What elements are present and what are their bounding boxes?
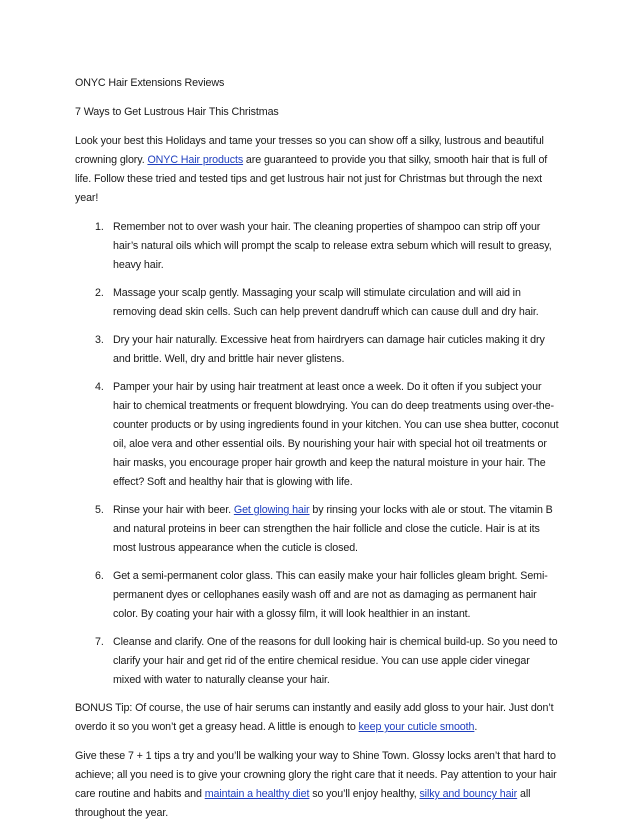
tip-text: Dry your hair naturally. Excessive heat from hairdryers can damage hair cuticles making it dry and brittle. Well, dry and brittle hair never glistens. [113,334,545,365]
intro-paragraph [75,132,560,208]
list-number: 2. [95,287,104,299]
bonus-text-before: BONUS Tip: Of course, the use of hair serums can instantly and easily add gloss to your hair. Just don’t overdo it so you won’t get a greasy head. A little is enough to [75,702,554,733]
keep-cuticle-smooth-link[interactable]: keep your cuticle smooth [358,721,475,733]
list-item [75,331,560,369]
closing-paragraph [75,747,560,823]
intro-text-after: are guaranteed to provide you that silky, smooth hair that is full of life. Follow these tried and tested tips and get lustrous hair not just for Christmas but through the next year! [75,154,548,204]
tip-text: Remember not to over wash your hair. The cleaning properties of shampoo can strip off your hair’s natural oils which will prompt the scalp to release extra sebum which will result to greasy, heavy hair. [113,221,552,271]
list-item [75,567,560,624]
list-item [75,633,560,690]
get-glowing-hair-link[interactable]: Get glowing hair [233,504,310,516]
tip-text: Massage your scalp gently. Massaging your scalp will stimulate circulation and will aid in removing dead skin cells. Such can help prevent dandruff which can cause dull and dry hair. [113,287,539,318]
list-number: 3. [95,334,104,346]
closing-text-part3: all throughout the year. [75,788,531,819]
bonus-paragraph [75,699,560,737]
intro-text-before: Look your best this Holidays and tame your tresses so you can show off a silky, lustrous and beautiful crowning glory. [75,135,544,166]
list-item [75,501,560,558]
silky-bouncy-hair-link[interactable]: silky and bouncy hair [419,788,518,800]
list-number: 1. [95,221,104,233]
tip-text: Get a semi-permanent color glass. This can easily make your hair follicles gleam bright. Semi-permanent dyes or cellophanes easily wash off and are not as damaging as permanent hair color. By coating your hair with a glossy film, it will look healthier in an instant. [113,570,548,620]
onyc-hair-products-link[interactable]: ONYC Hair products [147,154,244,166]
closing-text-part1: Give these 7 + 1 tips a try and you’ll be walking your way to Shine Town. Glossy locks aren’t that hard to achieve; all you need is to give your crowning glory the right care that it needs. Pay attention to your hair care routine and habits and [75,750,557,800]
list-item [75,218,560,275]
article-heading: 7 Ways to Get Lustrous Hair This Christmas [75,106,279,118]
tip-text-after: by rinsing your locks with ale or stout. The vitamin B and natural proteins in beer can strengthen the hair follicle and close the cuticle. Hair is at its most lustrous appearance when the cuticle is closed. [113,504,553,554]
closing-text-part2: so you’ll enjoy healthy, [309,788,420,800]
document-title: ONYC Hair Extensions Reviews [75,77,225,89]
list-number: 4. [95,381,104,393]
tip-text: Pamper your hair by using hair treatment at least once a week. Do it often if you subject your hair to chemical treatments or frequent blowdrying. You can do deep treatments using over-the-counter products or by using ingredients found in your kitchen. You can use shea butter, coconut oil, aloe vera and other essential oils. By nourishing your hair with special hot oil treatments or hair masks, you encourage proper hair growth and keep the natural moisture in your hair. The effect? Soft and healthy hair that is glowing with life. [113,381,559,488]
tip-text: Cleanse and clarify. One of the reasons for dull looking hair is chemical build-up. So you need to clarify your hair and get rid of the entire chemical residue. You can use apple cider vinegar mixed with water to naturally cleanse your hair. [113,636,558,686]
list-item [75,378,560,492]
list-number: 5. [95,504,104,516]
tip-text-before: Rinse your hair with beer. [113,504,234,516]
list-number: 7. [95,636,104,648]
list-item [75,284,560,322]
list-number: 6. [95,570,104,582]
bonus-text-after: . [474,721,478,733]
tips-list [75,218,560,690]
maintain-healthy-diet-link[interactable]: maintain a healthy diet [204,788,310,800]
